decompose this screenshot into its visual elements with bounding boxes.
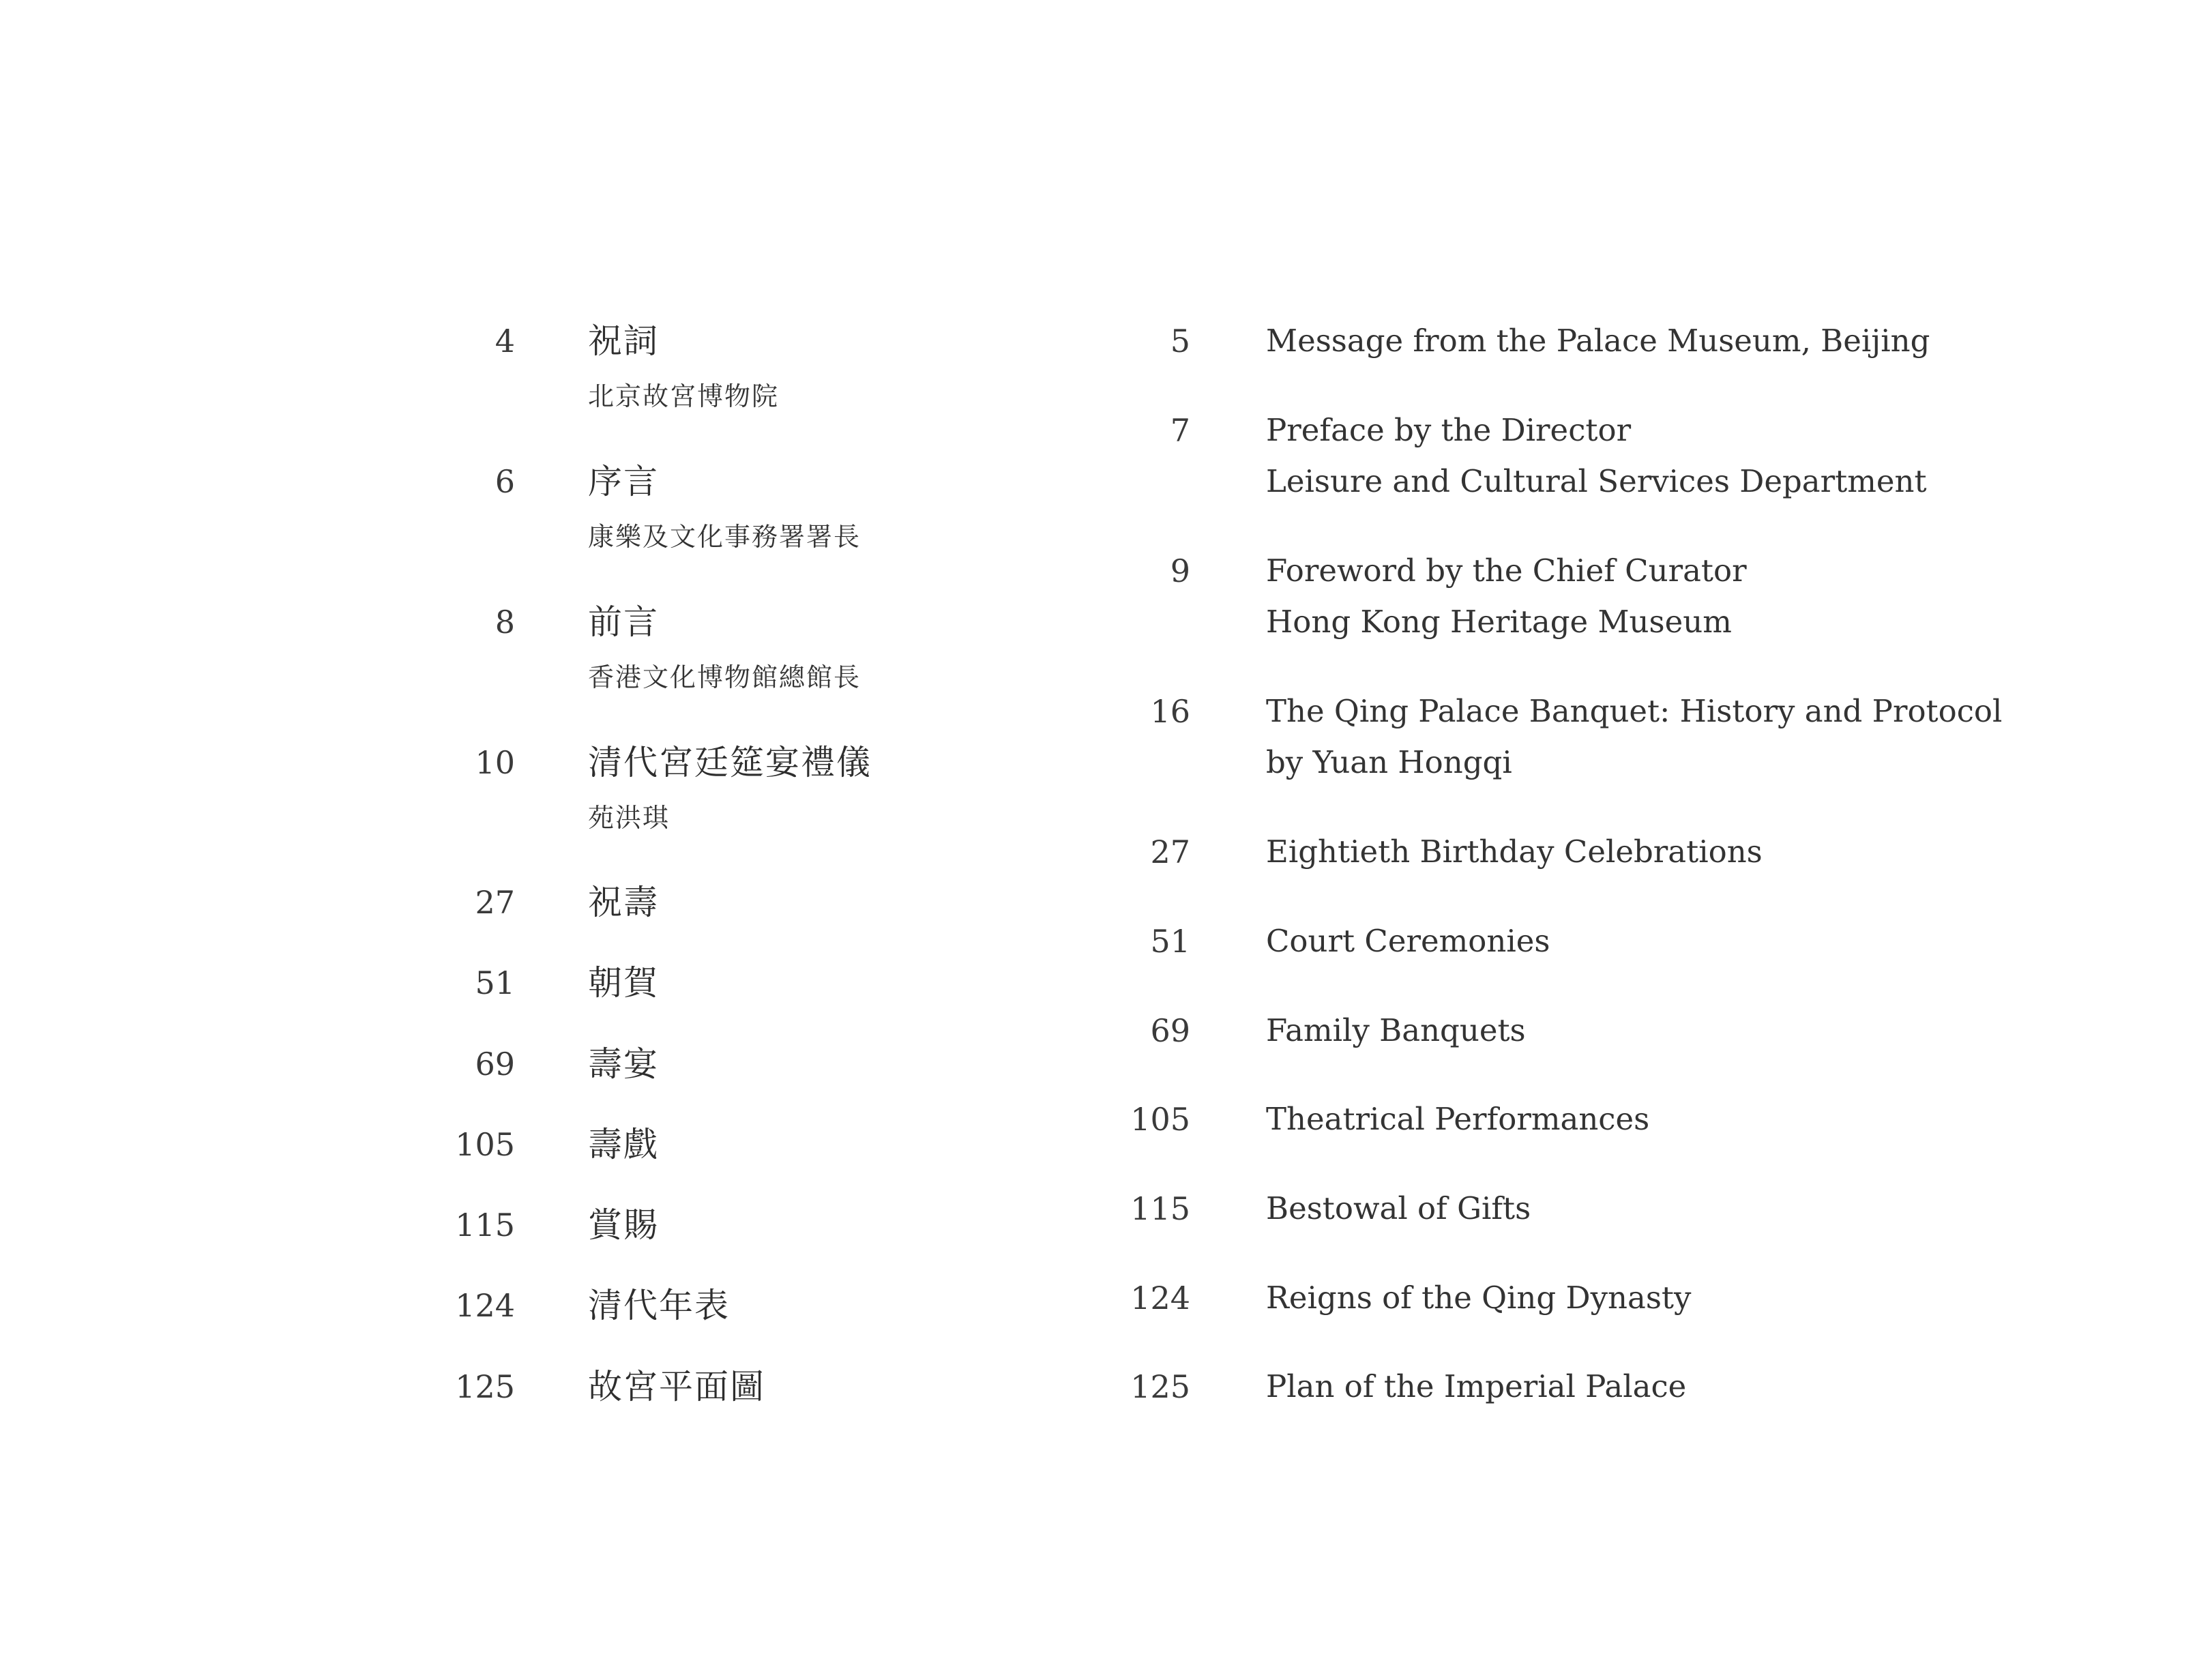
entry-title: 清代年表 <box>588 1286 730 1325</box>
page-number: 124 <box>1130 1280 1190 1316</box>
page-number: 9 <box>1170 552 1190 589</box>
page-number: 16 <box>1150 693 1190 730</box>
page-number: 27 <box>1150 834 1190 870</box>
entry-title: Family Banquets <box>1266 1012 1526 1048</box>
entry-subtitle: 北京故宮博物院 <box>588 381 780 411</box>
page-number: 69 <box>475 1046 515 1082</box>
entry-title: Eightieth Birthday Celebrations <box>1266 834 1763 870</box>
entry-title: 朝賀 <box>588 963 659 1003</box>
page-number: 51 <box>1150 923 1190 960</box>
toc-english-column <box>1023 0 2210 1680</box>
entry-title: Foreword by the Chief Curator <box>1266 552 1747 589</box>
page-number: 115 <box>455 1207 515 1243</box>
entry-title: Court Ceremonies <box>1266 923 1550 959</box>
entry-title: Message from the Palace Museum, Beijing <box>1266 323 1930 359</box>
entry-title: 壽戲 <box>588 1125 659 1164</box>
entry-title: 祝壽 <box>588 883 659 922</box>
page-number: 27 <box>475 884 515 921</box>
entry-subtitle: Hong Kong Heritage Museum <box>1266 604 1732 640</box>
entry-title: Reigns of the Qing Dynasty <box>1266 1280 1692 1316</box>
entry-title: The Qing Palace Banquet: History and Protocol <box>1266 693 2003 729</box>
entry-subtitle: 香港文化博物館總館長 <box>588 662 861 692</box>
page-number: 10 <box>475 744 515 781</box>
entry-title: Plan of the Imperial Palace <box>1266 1368 1687 1404</box>
entry-subtitle: by Yuan Hongqi <box>1266 744 1512 780</box>
page-number: 69 <box>1150 1012 1190 1049</box>
entry-title: 祝詞 <box>588 321 659 361</box>
entry-title: 故宮平面圖 <box>588 1367 765 1406</box>
page-number: 124 <box>455 1287 515 1324</box>
page-number: 6 <box>495 463 515 500</box>
page-number: 5 <box>1170 323 1190 359</box>
entry-subtitle: 康樂及文化事務署署長 <box>588 522 861 552</box>
entry-title: 賞賜 <box>588 1205 659 1245</box>
entry-title: Preface by the Director <box>1266 412 1632 448</box>
entry-title: Bestowal of Gifts <box>1266 1190 1531 1226</box>
toc-chinese-column <box>0 0 1023 1680</box>
page-number: 4 <box>495 323 515 359</box>
page-number: 51 <box>475 964 515 1001</box>
entry-subtitle: 苑洪琪 <box>588 803 671 833</box>
entry-title: 前言 <box>588 602 659 642</box>
entry-title: 清代宮廷筵宴禮儀 <box>588 743 872 782</box>
page-number: 125 <box>455 1368 515 1405</box>
page-number: 125 <box>1130 1368 1190 1405</box>
entry-subtitle: Leisure and Cultural Services Department <box>1266 463 1927 499</box>
entry-title: 序言 <box>588 462 659 501</box>
page-number: 105 <box>455 1126 515 1163</box>
entry-title: Theatrical Performances <box>1266 1101 1650 1137</box>
page-number: 115 <box>1130 1190 1190 1227</box>
entry-title: 壽宴 <box>588 1044 659 1084</box>
page-number: 7 <box>1170 412 1190 449</box>
page-number: 105 <box>1130 1101 1190 1138</box>
page-number: 8 <box>495 604 515 640</box>
